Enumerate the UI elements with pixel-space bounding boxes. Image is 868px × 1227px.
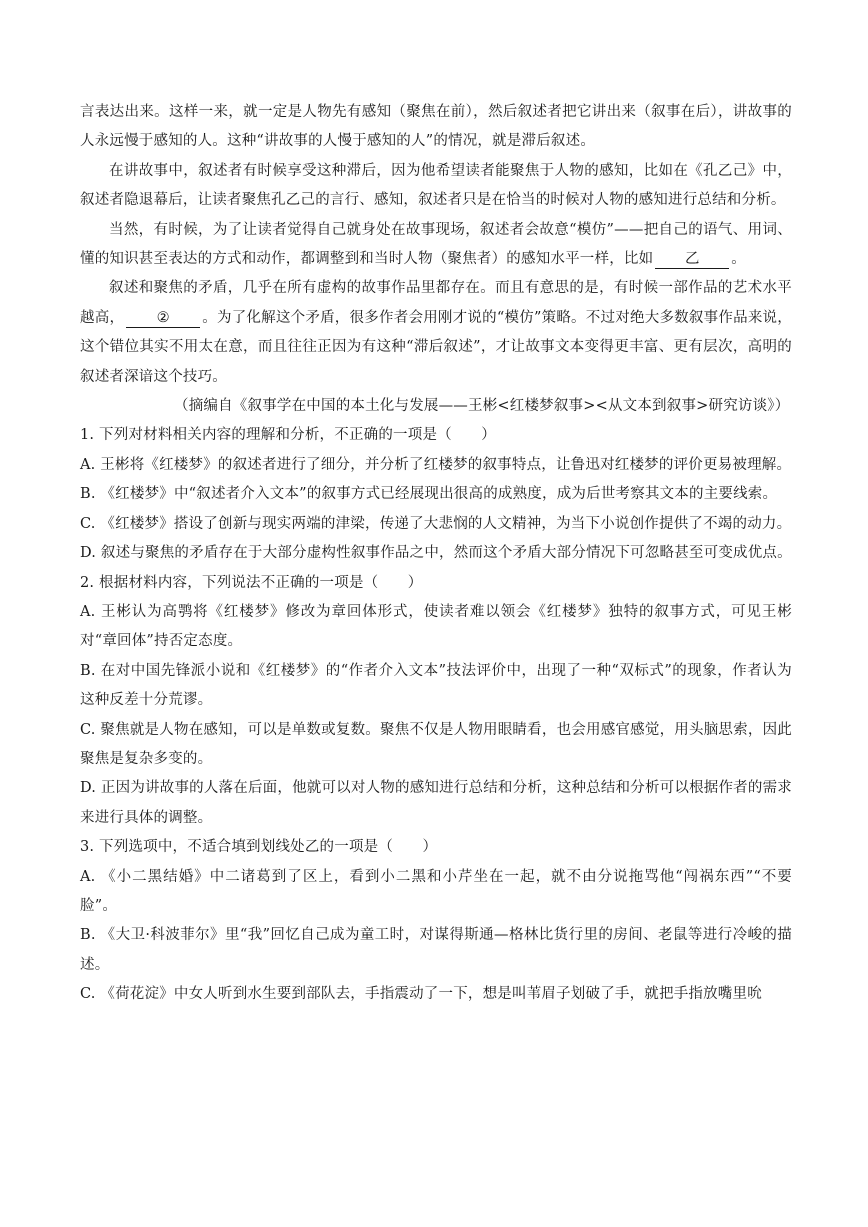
question-2-option-c: C. 聚焦就是人物在感知，可以是单数或复数。聚焦不仅是人物用眼睛看，也会用感官感觉，用头脑思索，因此聚焦是复杂多变的。 [80,721,792,767]
passage-paragraph-3 [80,216,792,275]
question-2-option-a: A. 王彬认为高鹗将《红楼梦》修改为章回体形式，使读者难以领会《红楼梦》独特的叙事方式，可见王彬对“章回体”持否定态度。 [80,603,792,650]
question-1-option-b: B. 《红楼梦》中“叙述者介入文本”的叙事方式已经展现出很高的成熟度，成为后世考察其文本的主要线索。 [80,486,778,503]
paragraph-3-end: 。 [731,251,746,268]
question-1-stem: 1. 下列对材料相关内容的理解和分析，不正确的一项是（ ） [80,427,496,444]
question-1-option-a: A. 王彬将《红楼梦》的叙述者进行了细分，并分析了红楼梦的叙事特点，让鲁迅对红楼梦的评价更易被理解。 [80,456,792,473]
question-3-option-c: C. 《荷花淀》中女人听到水生要到部队去，手指震动了一下，想是叫苇眉子划破了手，就把手指放嘴里吮 [80,986,762,1003]
paragraph-4-rest: 。为了化解这个矛盾，很多作者会用刚才说的“模仿”策略。不过对绝大多数叙事作品来说，这个错位其实不用太在意，而且往往正因为有这种“滞后叙述”，才让故事文本变得更丰富、更有层次，高明的叙述者深谙这个技巧。 [80,309,792,385]
question-2-stem: 2. 根据材料内容，下列说法不正确的一项是（ ） [80,574,423,591]
paragraph-3-text: 当然，有时候，为了让读者觉得自己就身处在故事现场，叙述者会故意“模仿”——把自己的语气、用词、懂的知识甚至表达的方式和动作，都调整到和当时人物（聚焦者）的感知水平一样，比如 [80,221,792,268]
paragraph-4-text: 叙述和聚焦的矛盾，几乎在所有虚构的故事作品里都存在。而且有意思的是，有时候一部作品的艺术水平越高， [80,280,792,326]
question-3-option-a: A. 《小二黑结婚》中二诸葛到了区上，看到小二黑和小芹坐在一起，就不由分说拖骂他“闯祸东西”“不要脸”。 [80,868,792,914]
passage-paragraph-2: 在讲故事中，叙述者有时候享受这种滞后，因为他希望读者能聚焦于人物的感知，比如在《孔乙己》中，叙述者隐退幕后，让读者聚焦孔乙己的言行、感知，叙述者只是在恰当的时候对人物的感知进行总结和分析。 [80,162,792,209]
fill-blank-two: ② [126,309,200,328]
passage-paragraph-4 [80,274,792,392]
question-1-option-c: C. 《红楼梦》搭设了创新与现实两端的津梁，传递了大悲悯的人文精神，为当下小说创作提供了不竭的动力。 [80,515,792,532]
question-2-option-d: D. 正因为讲故事的人落在后面，他就可以对人物的感知进行总结和分析，这种总结和分析可以根据作者的需求来进行具体的调整。 [80,780,792,826]
question-3-option-b: B. 《大卫·科波菲尔》里“我”回忆自己成为童工时，对谋得斯通—格林比货行里的房间、老鼠等进行冷峻的描述。 [80,927,792,973]
question-1-option-d: D. 叙述与聚焦的矛盾存在于大部分虚构性叙事作品之中，然而这个矛盾大部分情况下可忽略甚至可变成优点。 [80,545,792,562]
question-2-option-b: B. 在对中国先锋派小说和《红楼梦》的“作者介入文本”技法评价中，出现了一种“双标式”的现象，作者认为这种反差十分荒谬。 [80,662,792,709]
passage-paragraph-1: 言表达出来。这样一来，就一定是人物先有感知（聚焦在前），然后叙述者把它讲出来（叙事在后），讲故事的人永远慢于感知的人。这种“讲故事的人慢于感知的人”的情况，就是滞后叙述。 [80,104,792,150]
fill-blank-yi: 乙 [655,250,729,269]
document-body [80,98,792,1010]
source-citation: （摘编自《叙事学在中国的本土化与发展——王彬<红楼梦叙事><从文本到叙事>研究访谈》） [174,398,790,415]
question-3-stem: 3. 下列选项中，不适合填到划线处乙的一项是（ ） [80,839,438,856]
